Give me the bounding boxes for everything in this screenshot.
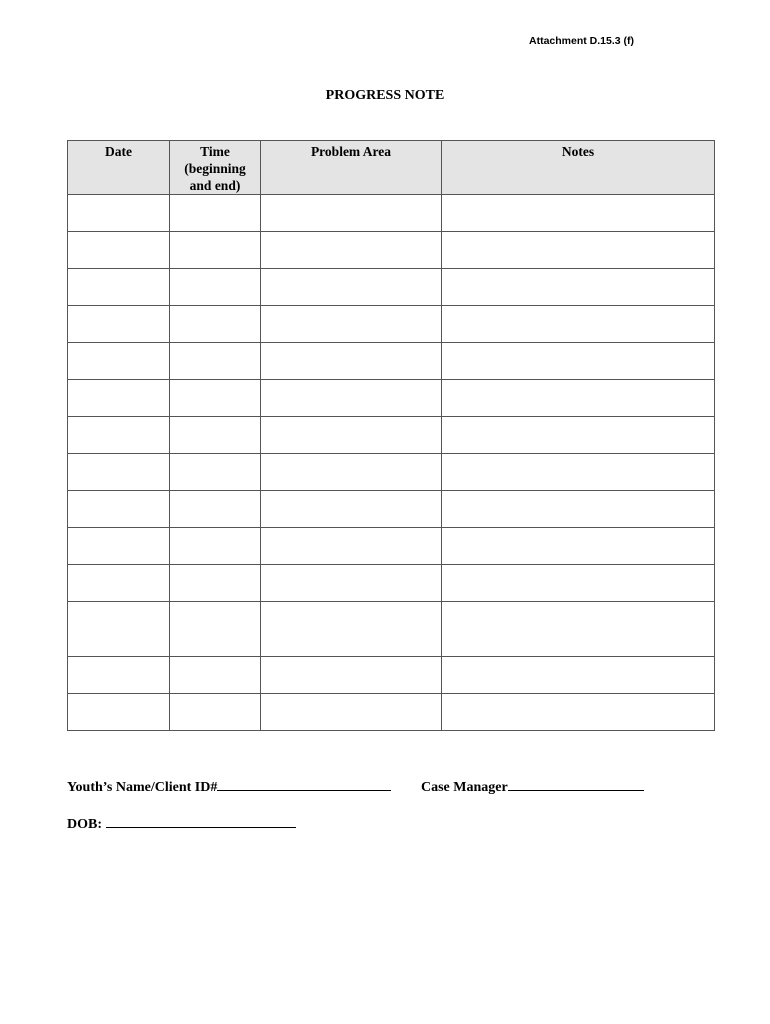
table-row — [68, 343, 715, 380]
problem-area-cell[interactable] — [261, 602, 442, 657]
notes-cell[interactable] — [442, 232, 715, 269]
problem-area-cell[interactable] — [261, 417, 442, 454]
page-title: PROGRESS NOTE — [325, 88, 445, 103]
date-cell[interactable] — [68, 306, 170, 343]
time-header-line: Time — [200, 144, 230, 159]
time-cell[interactable] — [170, 491, 261, 528]
table-row — [68, 454, 715, 491]
table-row — [68, 195, 715, 232]
time-cell[interactable] — [170, 454, 261, 491]
notes-cell[interactable] — [442, 417, 715, 454]
date-cell[interactable] — [68, 380, 170, 417]
date-cell[interactable] — [68, 565, 170, 602]
time-header-line: and end) — [189, 178, 241, 193]
time-cell[interactable] — [170, 195, 261, 232]
date-cell[interactable] — [68, 195, 170, 232]
date-cell[interactable] — [68, 232, 170, 269]
problem-area-cell[interactable] — [261, 195, 442, 232]
notes-cell[interactable] — [442, 602, 715, 657]
notes-cell[interactable] — [442, 343, 715, 380]
youth-name-blank[interactable] — [217, 776, 391, 791]
notes-cell[interactable] — [442, 380, 715, 417]
table-row — [68, 694, 715, 731]
time-cell[interactable] — [170, 528, 261, 565]
dob-field[interactable] — [67, 813, 296, 833]
time-cell[interactable] — [170, 343, 261, 380]
notes-cell[interactable] — [442, 528, 715, 565]
time-cell[interactable] — [170, 417, 261, 454]
youth-name-field[interactable] — [67, 776, 391, 796]
notes-cell[interactable] — [442, 454, 715, 491]
problem-area-cell[interactable] — [261, 269, 442, 306]
time-cell[interactable] — [170, 269, 261, 306]
table-row — [68, 657, 715, 694]
notes-cell[interactable] — [442, 657, 715, 694]
table-row — [68, 565, 715, 602]
time-cell[interactable] — [170, 380, 261, 417]
notes-cell[interactable] — [442, 565, 715, 602]
time-cell[interactable] — [170, 694, 261, 731]
case-manager-blank[interactable] — [508, 776, 644, 791]
column-header-problem-area: Problem Area — [261, 141, 442, 195]
table-row — [68, 602, 715, 657]
column-header-date: Date — [68, 141, 170, 195]
notes-cell[interactable] — [442, 306, 715, 343]
problem-area-cell[interactable] — [261, 232, 442, 269]
table-row — [68, 417, 715, 454]
table-row — [68, 491, 715, 528]
problem-area-cell[interactable] — [261, 657, 442, 694]
date-cell[interactable] — [68, 417, 170, 454]
date-cell[interactable] — [68, 269, 170, 306]
column-header-time — [170, 141, 261, 195]
date-cell[interactable] — [68, 343, 170, 380]
problem-area-cell[interactable] — [261, 565, 442, 602]
case-manager-label: Case Manager — [421, 780, 508, 795]
dob-label: DOB: — [67, 817, 102, 832]
table-body — [68, 195, 715, 731]
time-cell[interactable] — [170, 602, 261, 657]
date-cell[interactable] — [68, 602, 170, 657]
time-cell[interactable] — [170, 306, 261, 343]
problem-area-cell[interactable] — [261, 343, 442, 380]
time-cell[interactable] — [170, 657, 261, 694]
problem-area-cell[interactable] — [261, 528, 442, 565]
dob-blank[interactable] — [106, 813, 296, 828]
date-cell[interactable] — [68, 657, 170, 694]
date-cell[interactable] — [68, 454, 170, 491]
attachment-label: Attachment D.15.3 (f) — [529, 35, 635, 47]
problem-area-cell[interactable] — [261, 694, 442, 731]
notes-cell[interactable] — [442, 195, 715, 232]
date-cell[interactable] — [68, 491, 170, 528]
notes-cell[interactable] — [442, 269, 715, 306]
problem-area-cell[interactable] — [261, 491, 442, 528]
notes-cell[interactable] — [442, 694, 715, 731]
problem-area-cell[interactable] — [261, 306, 442, 343]
problem-area-cell[interactable] — [261, 454, 442, 491]
column-header-notes: Notes — [442, 141, 715, 195]
notes-cell[interactable] — [442, 491, 715, 528]
date-cell[interactable] — [68, 528, 170, 565]
table-row — [68, 380, 715, 417]
progress-note-table — [67, 140, 715, 731]
case-manager-field[interactable] — [421, 776, 644, 796]
date-cell[interactable] — [68, 694, 170, 731]
table-row — [68, 232, 715, 269]
table-row — [68, 306, 715, 343]
time-cell[interactable] — [170, 232, 261, 269]
time-header-line: (beginning — [184, 161, 246, 176]
youth-name-label: Youth’s Name/Client ID# — [67, 780, 218, 795]
time-cell[interactable] — [170, 565, 261, 602]
problem-area-cell[interactable] — [261, 380, 442, 417]
table-header-row — [68, 141, 715, 195]
table-row — [68, 269, 715, 306]
table-row — [68, 528, 715, 565]
